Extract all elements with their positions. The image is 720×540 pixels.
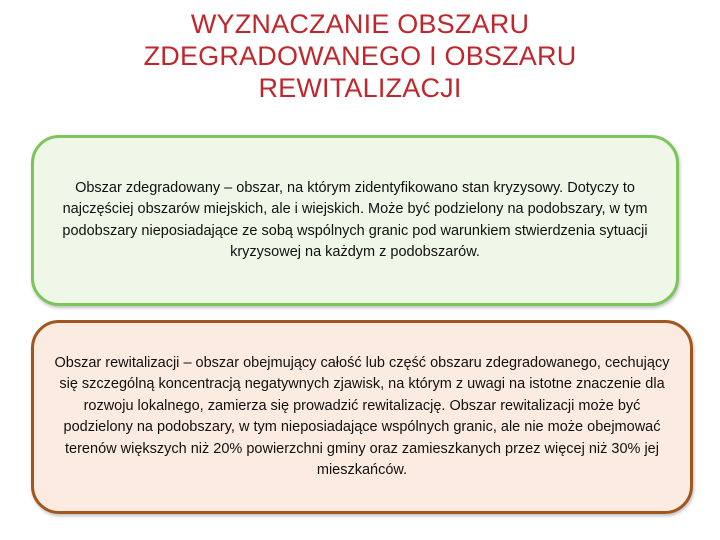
title-line-1: WYZNACZANIE OBSZARU	[190, 9, 530, 39]
term-degraded-area: Obszar zdegradowany	[75, 179, 221, 196]
term-revitalization-area: Obszar rewitalizacji	[54, 354, 180, 371]
definition-degraded-area	[60, 178, 650, 264]
title-line-2: ZDEGRADOWANEGO I OBSZARU	[143, 41, 577, 71]
page-title	[60, 8, 660, 104]
definition-box-degraded-area	[31, 135, 679, 306]
definition-revitalization-area	[48, 353, 676, 482]
definition-revitalization-area-text: – obszar obejmujący całość lub część obszaru zdegradowanego, cechujący się szczególną koncentracją negatywnych zjawisk, na którym z uwagi na istotne znaczenie dla rozwoju lokalnego, zamierza się prowadzić rewitalizację. Obszar rewitalizacji może być podzielony na podobszary, w tym nieposiadające wspólnych granic, ale nie może obejmować terenów większych niż 20% powierzchni gminy oraz zamieszkanych przez więcej niż 30% jej mieszkańców.	[59, 354, 670, 478]
definition-box-revitalization-area	[31, 320, 693, 514]
definition-degraded-area-text: – obszar, na którym zidentyfikowano stan kryzysowy. Dotyczy to najczęściej obszarów miejskich, ale i wiejskich. Może być podzielony na podobszary, w tym podobszary nieposiadające ze sobą wspólnych granic pod warunkiem stwierdzenia sytuacji kryzysowej na każdym z podobszarów.	[62, 179, 648, 260]
title-line-3: REWITALIZACJI	[258, 73, 462, 103]
